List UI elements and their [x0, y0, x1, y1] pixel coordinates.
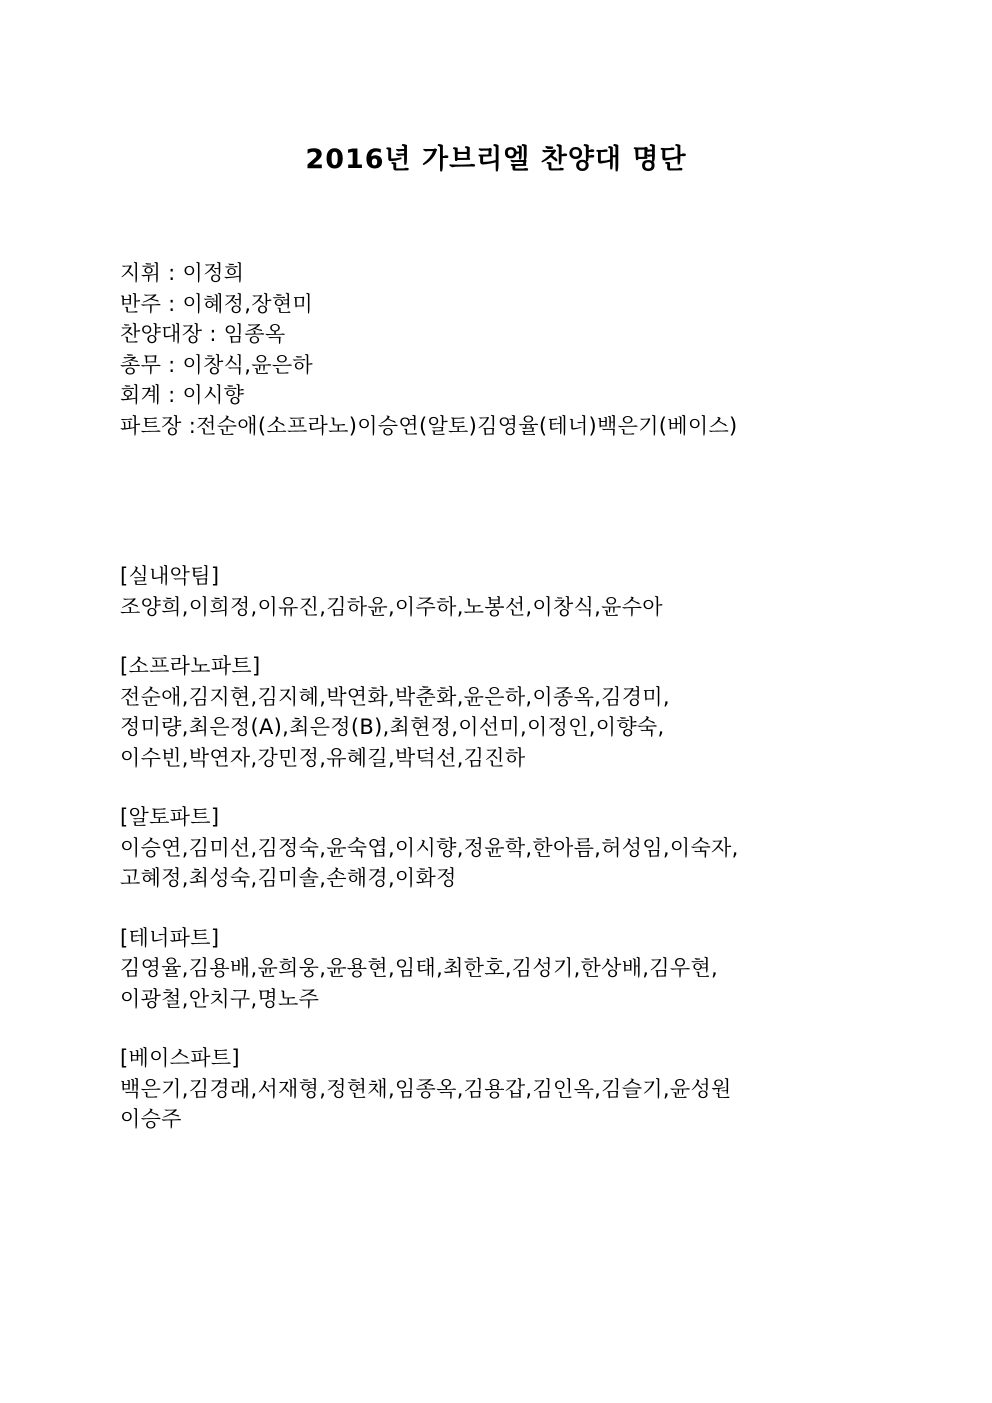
member-list-line: 김영율,김용배,윤희웅,윤용현,임태,최한호,김성기,한상배,김우현,	[120, 956, 719, 980]
section-heading: [소프라노파트]	[120, 654, 261, 678]
section-heading: [실내악팀]	[120, 564, 220, 588]
section-heading: [테너파트]	[120, 925, 220, 950]
section-heading: [알토파트]	[120, 805, 220, 829]
member-list-line: 정미량,최은정(A),최은정(B),최현정,이선미,이정인,이향숙,	[120, 715, 665, 739]
role-accompanist: 반주 : 이혜정,장현미	[120, 291, 313, 316]
member-list-line: 고혜정,최성숙,김미솔,손해경,이화정	[120, 866, 457, 890]
section-alto	[120, 802, 940, 894]
role-part-leaders: 파트장 :전순애(소프라노)이승연(알토)김영율(테너)백은기(베이스)	[120, 413, 738, 438]
staff-roles	[120, 258, 940, 441]
role-conductor: 지휘 : 이정희	[120, 261, 245, 285]
member-list-line: 조양희,이희정,이유진,김하윤,이주하,노봉선,이창식,윤수아	[120, 594, 663, 619]
section-chamber-ensemble	[120, 561, 940, 622]
role-treasurer: 회계 : 이시향	[120, 383, 245, 407]
member-list-line: 이광철,안치구,명노주	[120, 986, 320, 1011]
role-secretary: 총무 : 이창식,윤은하	[120, 352, 313, 377]
section-soprano	[120, 651, 940, 773]
document-title: 2016년 가브리엘 찬양대 명단	[305, 144, 687, 175]
member-list-line: 이승연,김미선,김정숙,윤숙엽,이시향,정윤학,한아름,허성임,이숙자,	[120, 835, 739, 860]
member-list-line: 이승주	[120, 1107, 182, 1131]
member-sections	[120, 561, 940, 1164]
section-bass	[120, 1043, 940, 1135]
member-list-line: 전순애,김지현,김지혜,박연화,박춘화,윤은하,이종옥,김경미,	[120, 684, 670, 709]
section-tenor	[120, 923, 940, 1015]
section-heading: [베이스파트]	[120, 1046, 240, 1070]
role-choir-leader: 찬양대장 : 임종옥	[120, 322, 286, 346]
member-list-line: 이수빈,박연자,강민정,유혜길,박덕선,김진하	[120, 745, 526, 770]
member-list-line: 백은기,김경래,서재형,정현채,임종옥,김용갑,김인옥,김슬기,윤성원	[120, 1076, 732, 1101]
